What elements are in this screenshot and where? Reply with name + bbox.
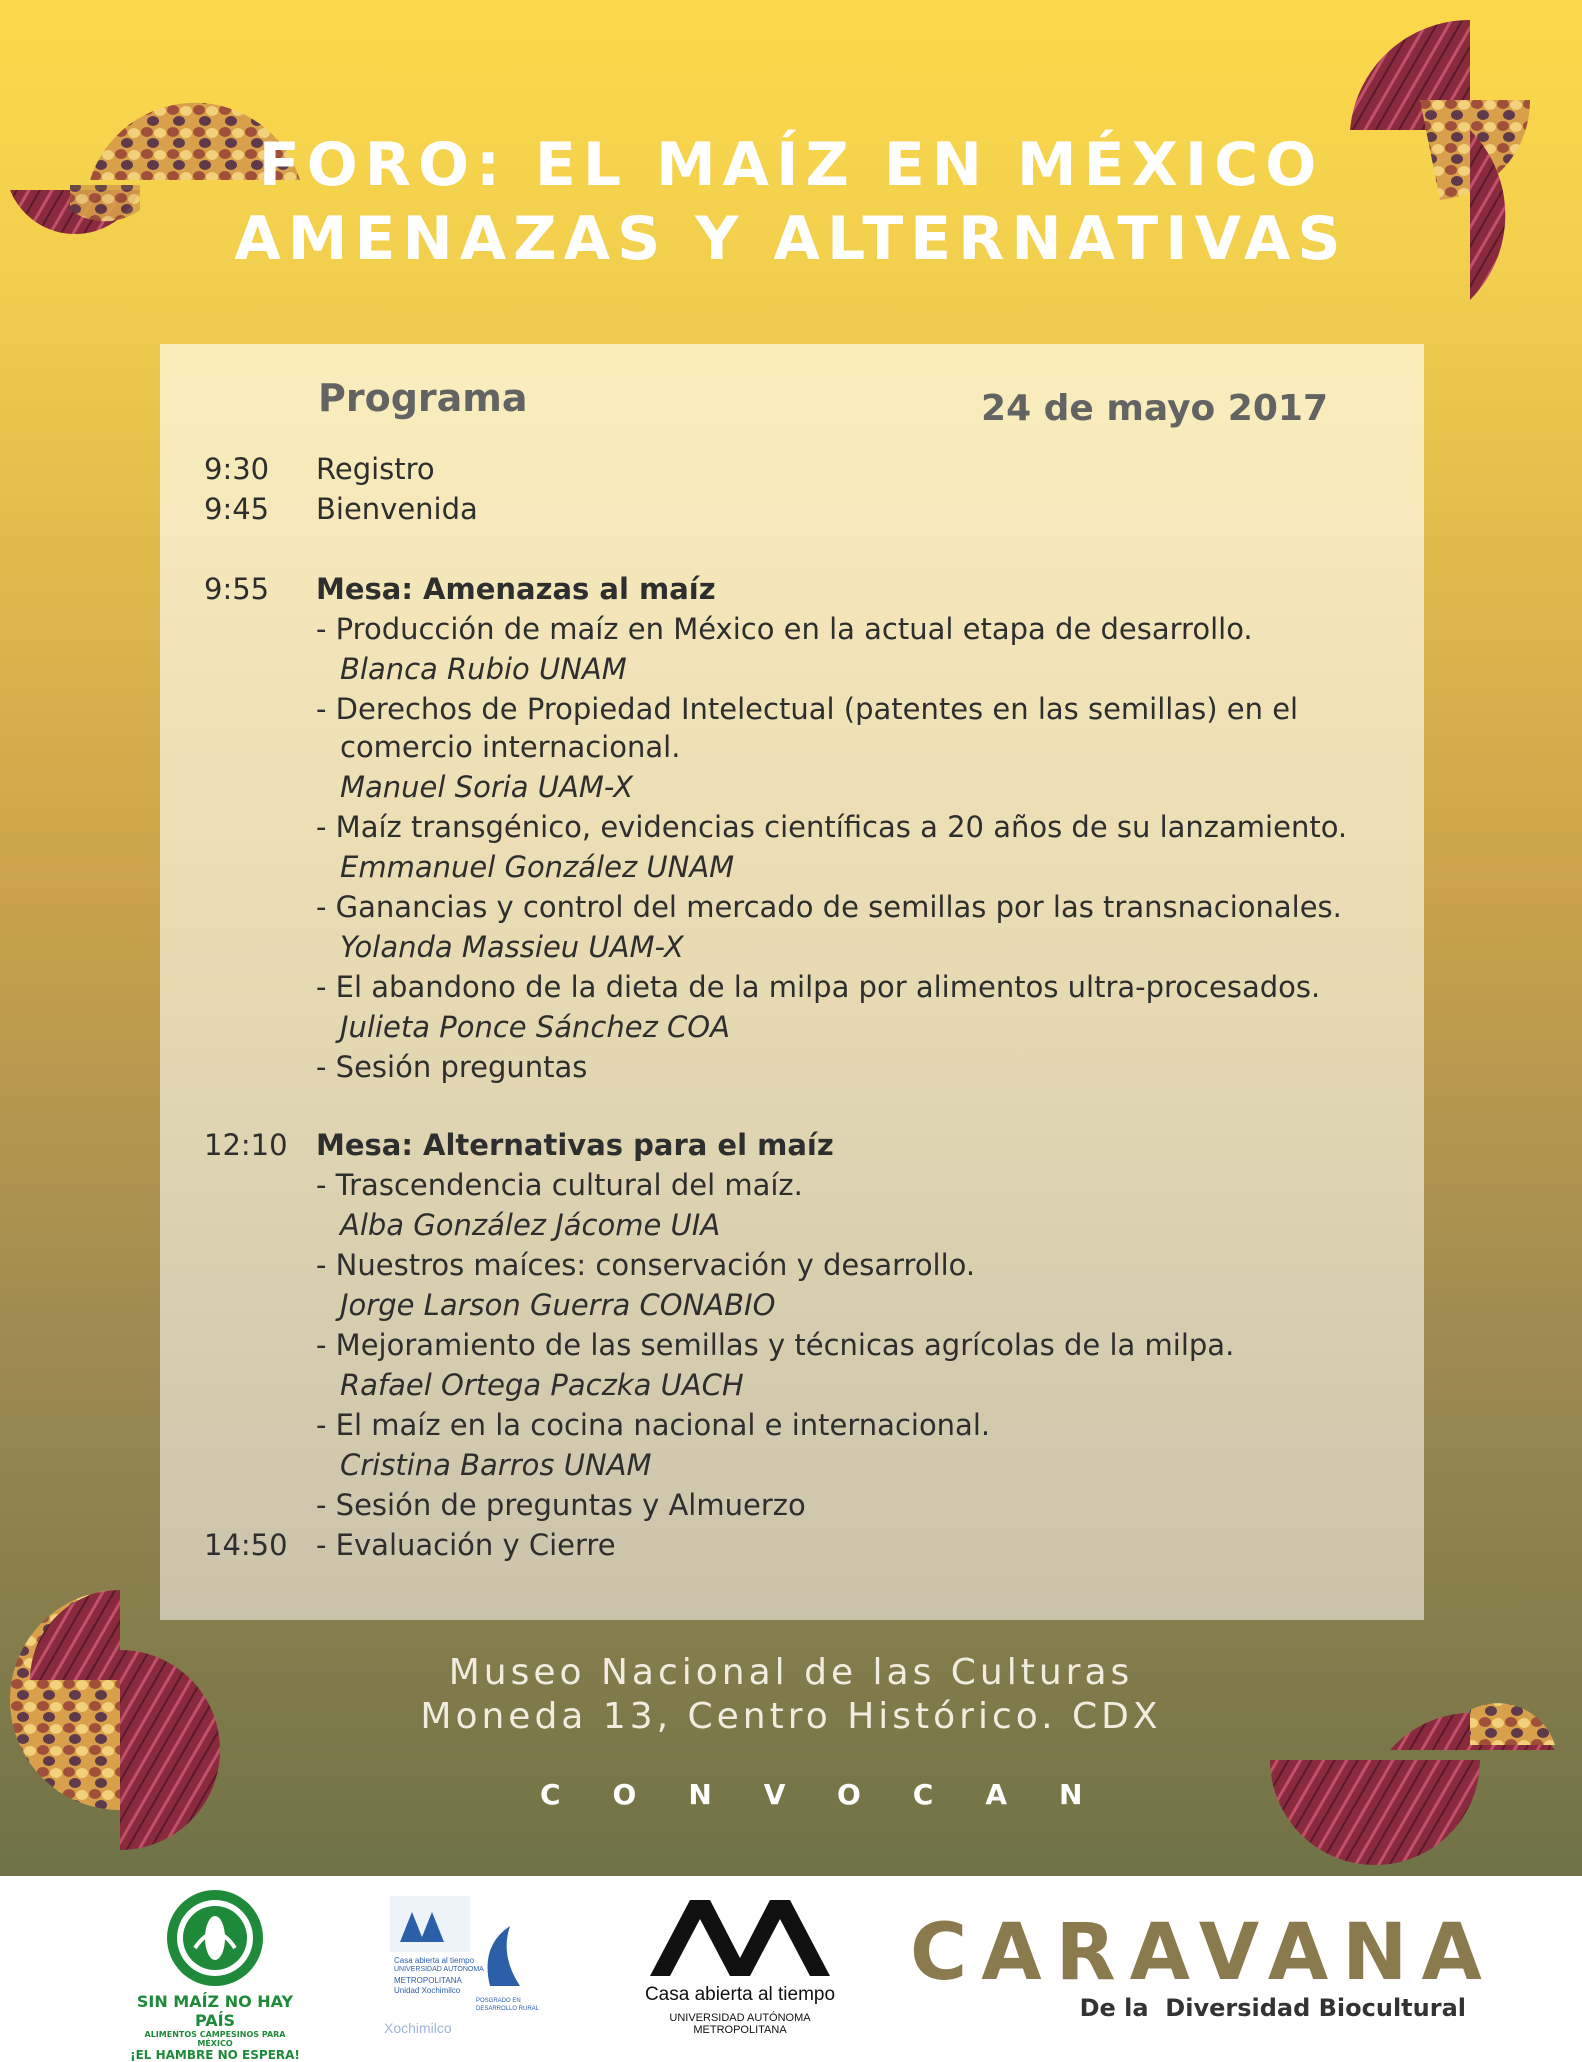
- talk-speaker: [160, 1010, 1424, 1050]
- speaker-name: Emmanuel González UNAM: [340, 850, 735, 884]
- speaker-name: Blanca Rubio UNAM: [340, 652, 627, 686]
- venue-address: Moneda 13, Centro Histórico. CDX: [420, 1696, 1162, 1737]
- logo3-line1: Casa abierta al tiempo: [644, 1984, 836, 2005]
- logo-uam-xochimilco-posgrado: [380, 1886, 540, 2041]
- logo2-text2: UNIVERSIDAD AUTÓNOMA: [394, 1966, 484, 1973]
- speaker-name: Cristina Barros UNAM: [340, 1448, 652, 1482]
- speaker-name: Rafael Ortega Paczka UACH: [340, 1368, 744, 1402]
- talk-title: [160, 692, 1424, 732]
- mesa2-header: [160, 1128, 1424, 1168]
- logo2-text3: METROPOLITANA: [394, 1976, 462, 1985]
- talk-text: - Producción de maíz en México en la actual etapa de desarrollo.: [316, 612, 1253, 646]
- speaker-name: Yolanda Massieu UAM-X: [340, 930, 684, 964]
- schedule-row-registro: [160, 452, 1424, 492]
- uam-mark-icon: [390, 1896, 470, 1952]
- talk-text: - Mejoramiento de las semillas y técnicas agrícolas de la milpa.: [316, 1328, 1235, 1362]
- session-title: Bienvenida: [316, 492, 478, 526]
- logo2-text5: POSGRADO EN: [476, 1998, 521, 2004]
- mesa2-closing: [160, 1488, 1424, 1528]
- talk-title: [160, 810, 1424, 850]
- talk-speaker: [160, 1208, 1424, 1248]
- title-line-2: AMENAZAS Y ALTERNATIVAS: [234, 204, 1348, 274]
- time-label: 9:30: [204, 452, 270, 486]
- talk-speaker: [160, 850, 1424, 890]
- logo1-line3: ¡EL HAMBRE NO ESPERA!: [130, 2048, 300, 2062]
- talk-speaker: [160, 1448, 1424, 1488]
- mesa1-closing: [160, 1050, 1424, 1090]
- talk-title: [160, 1248, 1424, 1288]
- logo1-line2: ALIMENTOS CAMPESINOS PARA MÉXICO: [144, 2030, 286, 2048]
- time-label: 14:50: [204, 1528, 288, 1562]
- sponsor-footer: [0, 1876, 1582, 2062]
- session-title: - Evaluación y Cierre: [316, 1528, 616, 1562]
- talk-title: [160, 1168, 1424, 1208]
- talk-text: - Nuestros maíces: conservación y desarrollo.: [316, 1248, 976, 1282]
- title-line-1: FORO: EL MAÍZ EN MÉXICO: [258, 130, 1324, 200]
- logo2-text1: Casa abierta al tiempo: [394, 1956, 475, 1965]
- caravana-wordmark: CARAVANA: [910, 1908, 1496, 1998]
- session-title: - Sesión de preguntas y Almuerzo: [316, 1488, 806, 1522]
- talk-text: - El maíz en la cocina nacional e internacional.: [316, 1408, 991, 1442]
- talk-speaker: [160, 1368, 1424, 1408]
- talk-text: - Ganancias y control del mercado de semillas por las transnacionales.: [316, 890, 1342, 924]
- talk-title: [160, 1328, 1424, 1368]
- logo-uam: [625, 1898, 855, 2038]
- talk-speaker: [160, 652, 1424, 692]
- logo3-line2: UNIVERSIDAD AUTÓNOMA METROPOLITANA: [669, 2012, 811, 2036]
- talk-text: - Derechos de Propiedad Intelectual (patentes en las semillas) en el: [316, 692, 1299, 726]
- logo1-line1: SIN MAÍZ NO HAY PAÍS: [136, 1992, 294, 2030]
- time-label: 9:55: [204, 572, 270, 606]
- time-label: 12:10: [204, 1128, 288, 1162]
- session-title: Registro: [316, 452, 435, 486]
- event-date: 24 de mayo 2017: [981, 388, 1328, 429]
- talk-title: [160, 890, 1424, 930]
- talk-title: [160, 612, 1424, 652]
- uam-logo-icon: [645, 1898, 835, 1978]
- talk-speaker: [160, 770, 1424, 810]
- talk-title: [160, 970, 1424, 1010]
- logo-caravana: [910, 1908, 1496, 2024]
- logo-sin-maiz-no-hay-pais: [130, 1888, 300, 2062]
- program-heading: Programa: [318, 376, 528, 420]
- talk-speaker: [160, 1288, 1424, 1328]
- corn-seal-icon: [165, 1888, 265, 1988]
- mesa1-header: [160, 572, 1424, 612]
- logo2-text4: Unidad Xochimilco: [394, 1986, 461, 1995]
- venue-name: Museo Nacional de las Culturas: [448, 1652, 1134, 1693]
- talk-text: - Maíz transgénico, evidencias científicas a 20 años de su lanzamiento.: [316, 810, 1348, 844]
- time-label: 9:45: [204, 492, 270, 526]
- mesa-title: Mesa: Alternativas para el maíz: [316, 1128, 834, 1162]
- talk-speaker: [160, 930, 1424, 970]
- program-card: [160, 344, 1424, 1620]
- session-title: - Sesión preguntas: [316, 1050, 588, 1084]
- speaker-name: Jorge Larson Guerra CONABIO: [340, 1288, 776, 1322]
- talk-text: - Trascendencia cultural del maíz.: [316, 1168, 803, 1202]
- caravana-subtitle: De la Diversidad Biocultural: [1079, 1994, 1466, 2022]
- logo2-text6: DESARROLLO RURAL: [476, 2006, 540, 2012]
- speaker-name: Julieta Ponce Sánchez COA: [340, 1010, 730, 1044]
- talk-text: - El abandono de la dieta de la milpa por alimentos ultra-procesados.: [316, 970, 1321, 1004]
- posgrado-mark-icon: [470, 1916, 530, 1996]
- schedule-row-bienvenida: [160, 492, 1424, 532]
- talk-title-continued: [160, 730, 1424, 770]
- talk-title: [160, 1408, 1424, 1448]
- logo2-text7: Xochimilco: [384, 2020, 452, 2036]
- mesa-title: Mesa: Amenazas al maíz: [316, 572, 716, 606]
- speaker-name: Manuel Soria UAM-X: [340, 770, 634, 804]
- talk-text: comercio internacional.: [340, 730, 681, 764]
- schedule-row-cierre: [160, 1528, 1424, 1568]
- speaker-name: Alba González Jácome UIA: [340, 1208, 721, 1242]
- convocan-label: CONVOCAN: [540, 1778, 1135, 1811]
